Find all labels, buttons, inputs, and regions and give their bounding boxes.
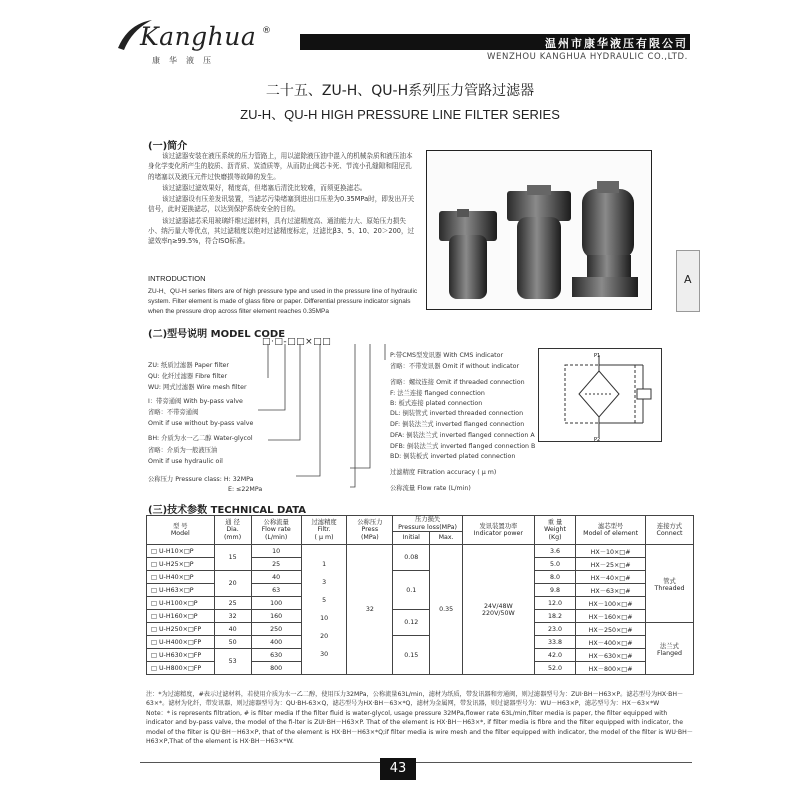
cell-model: □ U-H800×□FP <box>147 662 215 675</box>
cell-model: □ U-H630×□FP <box>147 649 215 662</box>
company-name-cn: 温州市康华液压有限公司 <box>545 37 688 50</box>
cell-model: □ U-H10×□P <box>147 545 215 558</box>
cell-weight: 3.6 <box>534 545 575 558</box>
code-label: BH: 介质为水一乙二醇 Water-glycol <box>148 435 253 442</box>
table-row <box>147 610 694 623</box>
filter-symbol-icon <box>539 349 663 443</box>
code-label: Omit if use without by-pass valve <box>148 420 254 427</box>
cell-element: HX－10×□# <box>576 545 646 558</box>
filtration-value: 5 <box>322 596 327 604</box>
code-label: 过滤精度 Filtration accuracy ( μ m) <box>390 469 497 476</box>
cell-connect-flanged: 法兰式 Flanged <box>645 623 693 675</box>
cell-model: □ U-H40×□P <box>147 571 215 584</box>
cell-element: HX－25×□# <box>576 558 646 571</box>
company-logo <box>128 22 278 72</box>
code-label: I：带旁通阀 With by-pass valve <box>148 398 243 405</box>
intro-heading-en: INTRODUCTION <box>148 274 206 283</box>
company-name-en: WENZHOU KANGHUA HYDRAULIC CO.,LTD. <box>487 52 688 62</box>
code-label: BD: 倒装板式 inverted plated connection <box>390 453 516 460</box>
filter-products-illustration <box>427 151 653 311</box>
cell-weight: 8.0 <box>534 571 575 584</box>
cell-flow: 400 <box>251 636 301 649</box>
header-element: 滤芯型号 Model of element <box>576 516 646 545</box>
cell-dia: 15 <box>214 545 251 571</box>
header-pressure: 公称压力 Press (MPa) <box>347 516 393 545</box>
cell-weight: 18.2 <box>534 610 575 623</box>
cell-weight: 52.0 <box>534 662 575 675</box>
cell-flow: 250 <box>251 623 301 636</box>
intro-text-en: ZU-H、QU-H series filters are of high pressure type and used in the pressure line of hydraulic system. Filter element is made of glass fibre or paper. Differential pressure indicator signals when the pressure drop across filter element reaches 0.35MPa <box>148 288 418 315</box>
intro-heading: (一)简介 <box>148 141 188 152</box>
cell-dia: 40 <box>214 623 251 636</box>
note-en: Note：* is represents filtration, # is filter media If the filter fluid is water-glycol, usage pressure 32MPa,flower rate 63L/min,filter media is paper, the filter equipped with indicator and by-pass valve, the model of the fi-lter is ZUI·BH－H63×P. That of the element is HX·BH－H63×*, if filter media is fibre and the filter equipped with indicator, the model of the filter is QU·BH－H63×P, that of the element is HX·BH－H63×*Q;if filter media is wire mesh and the filter equipped with indicator, the model of the filter is WU·BH－H63×P,That of the element is HX·BH－H63×*W. <box>146 709 693 746</box>
code-label: B: 板式连接 plated connection <box>390 400 483 407</box>
code-label: QU: 化纤过滤器 Fibre filter <box>148 373 228 380</box>
hydraulic-symbol-diagram <box>538 348 662 442</box>
cell-element: HX－40×□# <box>576 571 646 584</box>
cell-dia: 32 <box>214 610 251 623</box>
svg-text:P2: P2 <box>594 437 601 443</box>
intro-paragraph: 该过滤器安装在液压系统的压力管路上，用以滤除液压油中混入的机械杂质和液压油本身化学变化所产生的胶质、沥青质、炭渣质等，从而防止阀芯卡死、节流小孔缝隙和阻尼孔的堵塞以及液压元件过快磨损等故障的发生。 <box>148 152 413 181</box>
page-number: 43 <box>380 758 416 780</box>
header-filtration: 过滤精度 Filtr. ( μ m) <box>301 516 347 545</box>
cell-element: HX－160×□# <box>576 610 646 623</box>
filtration-value: 30 <box>320 650 329 658</box>
cell-dia: 20 <box>214 571 251 597</box>
code-label: F: 法兰连接 flanged connection <box>390 390 485 397</box>
cell-initial: 0.1 <box>393 571 430 610</box>
page-title-cn: 二十五、ZU-H、QU-H系列压力管路过滤器 <box>265 83 535 99</box>
cell-model: □ U-H25×□P <box>147 558 215 571</box>
intro-text-cn <box>148 151 416 248</box>
cell-model: □ U-H100×□P <box>147 597 215 610</box>
technical-data-table <box>146 515 694 675</box>
cell-weight: 33.8 <box>534 636 575 649</box>
cell-flow: 40 <box>251 571 301 584</box>
cell-dia: 53 <box>214 649 251 675</box>
cell-pressure: 32 <box>347 545 393 675</box>
code-label: 省略：不带发讯器 Omit if without indicator <box>390 363 520 370</box>
cell-element: HX－800×□# <box>576 662 646 675</box>
cell-dia: 50 <box>214 636 251 649</box>
logo-registered-mark: ® <box>262 26 271 36</box>
code-label: 省略：螺纹连接 Omit if threaded connection <box>390 379 525 386</box>
cell-weight: 9.8 <box>534 584 575 597</box>
cell-flow: 630 <box>251 649 301 662</box>
code-label: Omit if use hydraulic oil <box>148 458 223 465</box>
cell-element: HX－400×□# <box>576 636 646 649</box>
table-notes <box>146 690 694 746</box>
table-row <box>147 545 694 558</box>
cell-model: □ U-H400×□FP <box>147 636 215 649</box>
intro-paragraph: 该过滤器过滤效果好，精度高，但堵塞后清洗比较难，而须更换滤芯。 <box>162 183 367 192</box>
table-row <box>147 636 694 649</box>
cell-weight: 23.0 <box>534 623 575 636</box>
code-label: DFA: 倒装法兰式 inverted flanged connection A <box>390 432 535 439</box>
footer-rule <box>140 762 692 763</box>
model-code-pattern: □·□-□□×□□ <box>262 337 332 347</box>
cell-flow: 100 <box>251 597 301 610</box>
cell-max: 0.35 <box>430 545 463 675</box>
filtration-value: 3 <box>322 578 327 586</box>
intro-paragraph: 该过滤器设有压差发讯装置，当滤芯污染堵塞到进出口压差为0.35MPa时，即发出开关信号，此时更换滤芯，以达到保护系统安全的目的。 <box>148 195 415 214</box>
model-code-heading: (二)型号说明 MODEL CODE <box>148 329 286 340</box>
code-label: P:带CMS型发讯器 With CMS indicator <box>390 352 504 359</box>
cell-flow: 800 <box>251 662 301 675</box>
code-label: 公称压力 Pressure class: H: 32MPa <box>148 476 254 483</box>
cell-connect-threaded: 管式 Threaded <box>645 545 693 623</box>
header-indicator: 发讯装置功率 Indicator power <box>462 516 534 545</box>
filtration-value: 20 <box>320 632 329 640</box>
header-flow: 公称流量 Flow rate (L/min) <box>251 516 301 545</box>
cell-element: HX－63×□# <box>576 584 646 597</box>
header-weight: 重 量 Weight (Kg) <box>534 516 575 545</box>
code-label: 公称流量 Flow rate (L/min) <box>390 485 471 492</box>
header-pressure-loss: 压力损失 Pressure loss(MPa) <box>393 516 463 532</box>
code-label: ZU: 纸质过滤器 Paper filter <box>148 362 230 369</box>
cell-element: HX－630×□# <box>576 649 646 662</box>
technical-heading: (三)技术参数 TECHNICAL DATA <box>148 505 307 516</box>
cell-flow: 63 <box>251 584 301 597</box>
cell-initial: 0.08 <box>393 545 430 571</box>
cell-model: □ U-H250×□FP <box>147 623 215 636</box>
header-model: 型 号 Model <box>147 516 215 545</box>
header-dia: 通 径 Dia. (mm) <box>214 516 251 545</box>
cell-initial: 0.15 <box>393 636 430 675</box>
cell-weight: 12.0 <box>534 597 575 610</box>
header-max: Max. <box>430 532 463 545</box>
cell-initial: 0.12 <box>393 610 430 636</box>
section-tab-label: A <box>684 273 692 286</box>
cell-flow: 25 <box>251 558 301 571</box>
code-label: 省略：介质为一般液压油 <box>148 447 218 454</box>
logo-subtext: 康华液压 <box>152 56 220 65</box>
logo-text: Kanghua <box>140 22 257 51</box>
note-cn: 注：*为过滤精度，#表示过滤材料，若使用介质为水一乙二醇，使用压力32MPa，公称流量63L/min，滤材为纸质，带发讯器和旁通阀，则过滤器型号为：ZUI·BH－H63×P。滤芯型号为HX·BH－63×*。滤材为化纤，带发讯器，则过滤器型号为：QU·BH-63×Q，滤芯型号为HX·BH－63×*Q，滤材为金属网，带发讯器，则过滤器型号为：WU－H63×P，滤芯型号为：HX－63×*W <box>146 691 684 708</box>
table-header-row <box>147 516 694 532</box>
code-label: DL: 倒装管式 inverted threaded connection <box>390 410 524 417</box>
intro-paragraph: 该过滤器滤芯采用玻璃纤维过滤材料，具有过滤精度高、通油能力大、原始压力损失小、纳污量大等优点，其过滤精度以绝对过滤精度标定，过滤比β3、5、10、20＞200，过滤效率η≥99.5%，符合ISO标准。 <box>148 216 415 246</box>
cell-model: □ U-H160×□P <box>147 610 215 623</box>
page-title-en: ZU-H、QU-H HIGH PRESSURE LINE FILTER SERIES <box>240 107 560 122</box>
filtration-value: 10 <box>320 614 329 622</box>
product-photo <box>426 150 652 310</box>
cell-flow: 10 <box>251 545 301 558</box>
code-label: DF: 倒装法兰式 inverted flanged connection <box>390 421 525 428</box>
header-connect: 连接方式 Connect <box>645 516 693 545</box>
cell-flow: 160 <box>251 610 301 623</box>
table-row <box>147 571 694 584</box>
cell-element: HX－100×□# <box>576 597 646 610</box>
cell-indicator: 24V/48W 220V/50W <box>462 545 534 675</box>
header-initial: Initial <box>393 532 430 545</box>
code-label: 省略：不带旁通阀 <box>148 409 199 416</box>
cell-weight: 5.0 <box>534 558 575 571</box>
cell-dia: 25 <box>214 597 251 610</box>
filtration-value: 1 <box>322 560 327 568</box>
svg-text:P1: P1 <box>594 353 601 359</box>
cell-filtration <box>301 545 347 675</box>
cell-element: HX－250×□# <box>576 623 646 636</box>
cell-weight: 42.0 <box>534 649 575 662</box>
code-label: DFB: 倒装法兰式 inverted flanged connection B <box>390 443 536 450</box>
cell-model: □ U-H63×□P <box>147 584 215 597</box>
code-label: E: ≤22MPa <box>228 486 263 493</box>
code-label: WU: 网式过滤器 Wire mesh filter <box>148 384 247 391</box>
section-tab[interactable] <box>676 250 700 312</box>
